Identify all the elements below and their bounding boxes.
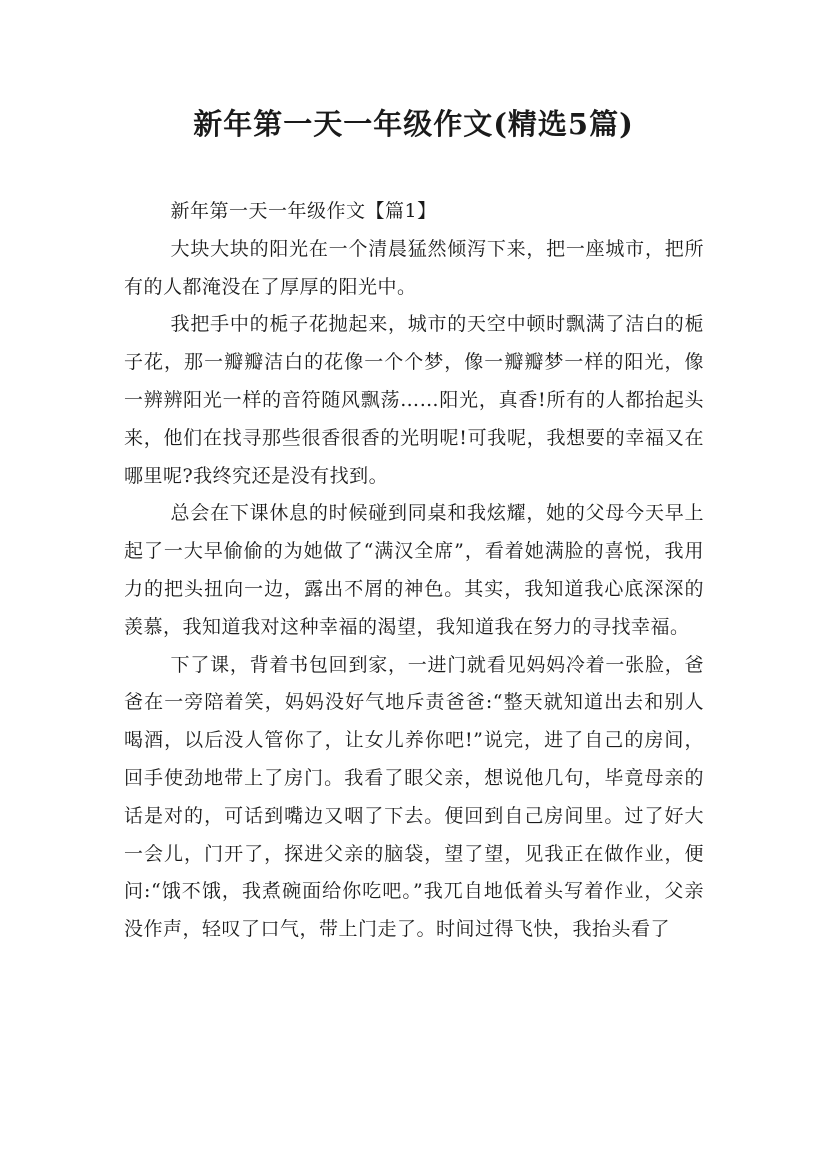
paragraph-1: 大块大块的阳光在一个清晨猛然倾泻下来，把一座城市，把所有的人都淹没在了厚厚的阳光中。 bbox=[124, 237, 704, 298]
paragraph-4: 下了课，背着书包回到家，一进门就看见妈妈冷着一张脸，爸爸在一旁陪着笑，妈妈没好气地斥责爸爸:“整天就知道出去和别人喝酒，以后没人管你了，让女儿养你吧!”说完，进了自己的房间，回手使劲地带上了房门。我看了眼父亲，想说他几句，毕竟母亲的话是对的，可话到嘴边又咽了下去。便回到自己房间里。过了好大一会儿，门开了，探进父亲的脑袋，望了望，见我正在做作业，便问:“饿不饿，我煮碗面给你吃吧。”我兀自地低着头写着作业，父亲没作声，轻叹了口气，带上门走了。时间过得飞快，我抬头看了 bbox=[124, 653, 704, 941]
paragraph-3: 总会在下课休息的时候碰到同桌和我炫耀，她的父母今天早上起了一大早偷偷的为她做了“满汉全席”，看着她满脸的喜悦，我用力的把头扭向一边，露出不屑的神色。其实，我知道我心底深深的羡慕，我知道我对这种幸福的渴望，我知道我在努力的寻找幸福。 bbox=[124, 502, 704, 638]
paragraph-2: 我把手中的栀子花抛起来，城市的天空中顿时飘满了洁白的栀子花，那一瓣瓣洁白的花像一个个梦，像一瓣瓣梦一样的阳光，像一辨辨阳光一样的音符随风飘荡……阳光，真香!所有的人都抬起头来，他们在找寻那些很香很香的光明呢!可我呢，我想要的幸福又在哪里呢?我终究还是没有找到。 bbox=[124, 313, 704, 487]
document-title: 新年第一天一年级作文(精选5篇) bbox=[193, 107, 634, 141]
document-body bbox=[124, 193, 704, 949]
section-heading: 新年第一天一年级作文【篇1】 bbox=[170, 200, 437, 222]
